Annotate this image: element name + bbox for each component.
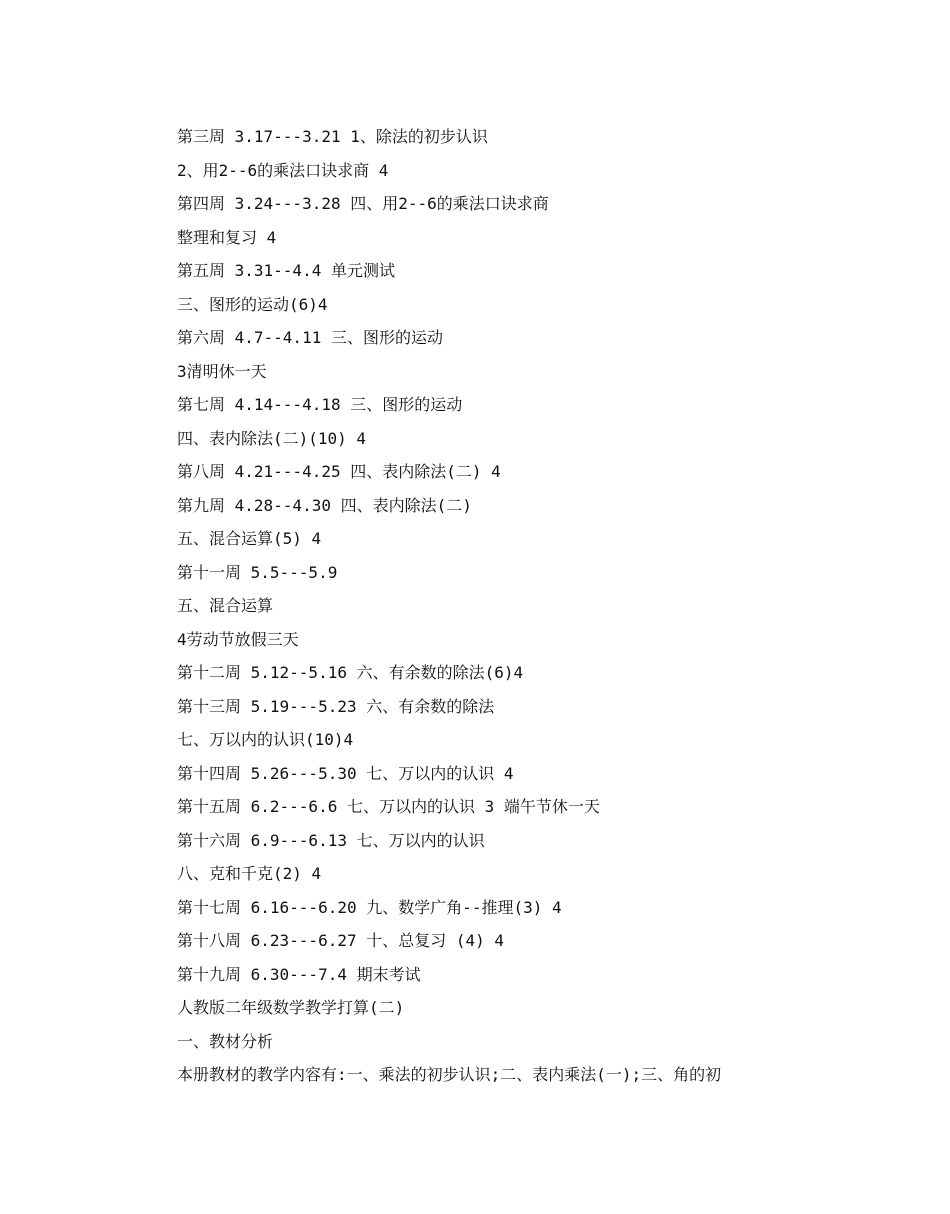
text-line: 五、混合运算	[177, 596, 274, 615]
text-line: 第四周 3.24---3.28 四、用2--6的乘法口诀求商	[177, 194, 549, 213]
text-line: 第十二周 5.12--5.16 六、有余数的除法(6)4	[177, 663, 524, 682]
text-line: 第七周 4.14---4.18 三、图形的运动	[177, 395, 463, 414]
text-line: 四、表内除法(二)(10) 4	[177, 428, 367, 448]
text-line: 第十三周 5.19---5.23 六、有余数的除法	[177, 696, 495, 716]
text-line: 第五周 3.31--4.4 单元测试	[177, 261, 395, 280]
text-line: 2、用2--6的乘法口诀求商 4	[177, 160, 389, 180]
text-line: 第十七周 6.16---6.20 九、数学广角--推理(3) 4	[177, 897, 562, 917]
text-line: 第十一周 5.5---5.9	[177, 562, 338, 582]
text-line: 第十八周 6.23---6.27 十、总复习 (4) 4	[177, 931, 505, 950]
text-line: 3清明休一天	[177, 361, 267, 381]
text-line: 一、教材分析	[177, 1031, 274, 1051]
text-line: 人教版二年级数学教学打算(二)	[177, 998, 405, 1017]
document-body	[177, 120, 857, 1092]
text-line: 第八周 4.21---4.25 四、表内除法(二) 4	[177, 462, 501, 481]
text-line: 五、混合运算(5) 4	[177, 529, 322, 548]
text-line: 第十五周 6.2---6.6 七、万以内的认识 3 端午节休一天	[177, 797, 600, 816]
text-line: 本册教材的教学内容有:一、乘法的初步认识;二、表内乘法(一);三、角的初	[177, 1065, 722, 1084]
text-line: 三、图形的运动(6)4	[177, 294, 328, 314]
text-line: 第六周 4.7--4.11 三、图形的运动	[177, 328, 443, 347]
text-line: 整理和复习 4	[177, 227, 277, 247]
text-line: 4劳动节放假三天	[177, 629, 299, 649]
text-line: 第十九周 6.30---7.4 期末考试	[177, 964, 421, 984]
text-line: 第十四周 5.26---5.30 七、万以内的认识 4	[177, 763, 514, 783]
text-line: 第三周 3.17---3.21 1、除法的初步认识	[177, 127, 488, 146]
text-line: 第九周 4.28--4.30 四、表内除法(二)	[177, 495, 472, 515]
text-line: 第十六周 6.9---6.13 七、万以内的认识	[177, 830, 485, 850]
text-line: 七、万以内的认识(10)4	[177, 730, 354, 749]
text-line: 八、克和千克(2) 4	[177, 864, 322, 883]
